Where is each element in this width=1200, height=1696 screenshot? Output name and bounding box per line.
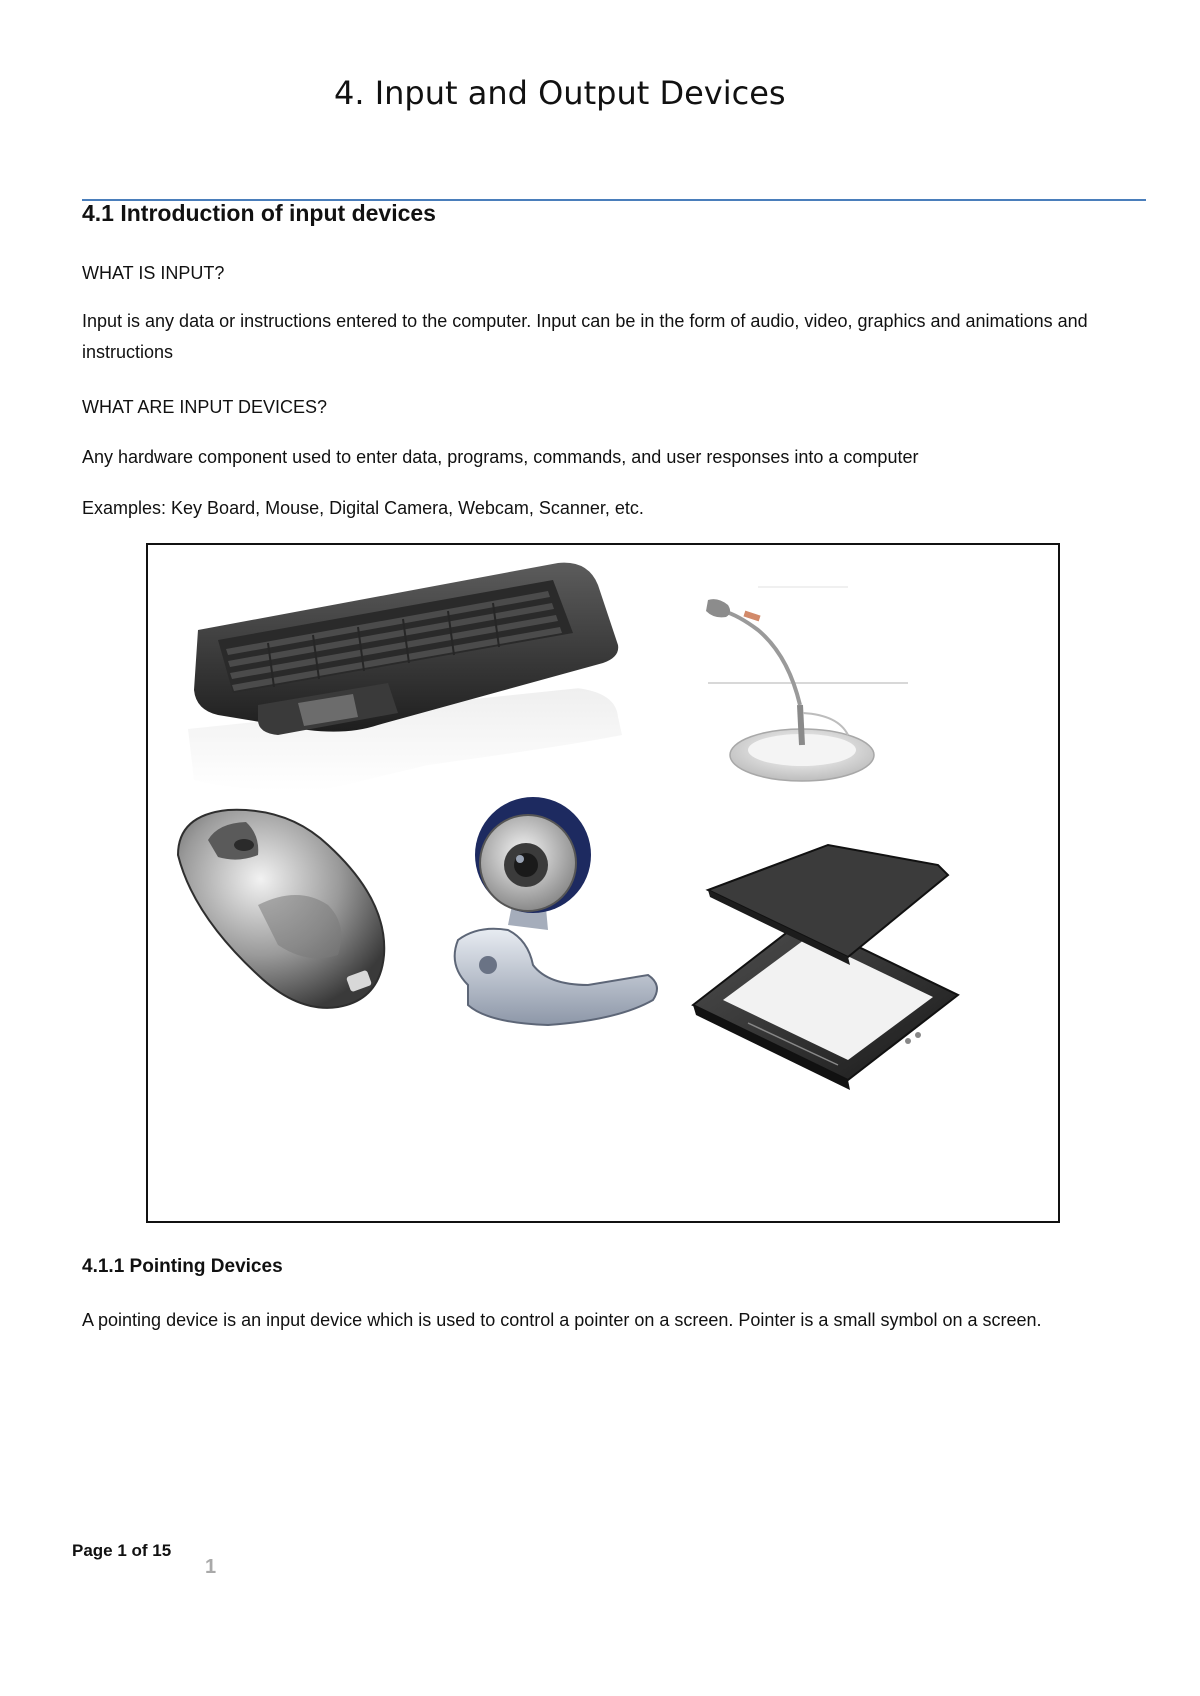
keyboard-icon bbox=[188, 563, 622, 791]
footer-page-number: 1 bbox=[205, 1556, 217, 1578]
input-devices-figure bbox=[146, 543, 1060, 1223]
pointing-device-definition: A pointing device is an input device which is used to control a pointer on a screen. Pointer is a small symbol on a screen. bbox=[82, 1310, 1042, 1330]
input-devices-definition: Any hardware component used to enter data, programs, commands, and user responses into a computer bbox=[82, 447, 919, 467]
examples-text: Examples: Key Board, Mouse, Digital Camera, Webcam, Scanner, etc. bbox=[82, 498, 644, 518]
webcam-icon bbox=[455, 797, 657, 1025]
scanner-icon bbox=[693, 845, 958, 1090]
microphone-icon bbox=[706, 587, 908, 781]
devices-illustration bbox=[148, 545, 1058, 1221]
mouse-icon bbox=[178, 810, 384, 1008]
question-input-devices: WHAT ARE INPUT DEVICES? bbox=[82, 397, 328, 417]
question-what-is-input: WHAT IS INPUT? bbox=[82, 263, 225, 283]
input-definition: Input is any data or instructions entered to the computer. Input can be in the form of audio, video, graphics and animations and instructions bbox=[82, 311, 1088, 362]
footer-page-label: Page 1 of 15 bbox=[72, 1541, 172, 1560]
chapter-title: 4. Input and Output Devices bbox=[334, 74, 786, 112]
section-heading: 4.1 Introduction of input devices bbox=[82, 200, 436, 226]
sub-heading-pointing-devices: 4.1.1 Pointing Devices bbox=[82, 1256, 283, 1277]
